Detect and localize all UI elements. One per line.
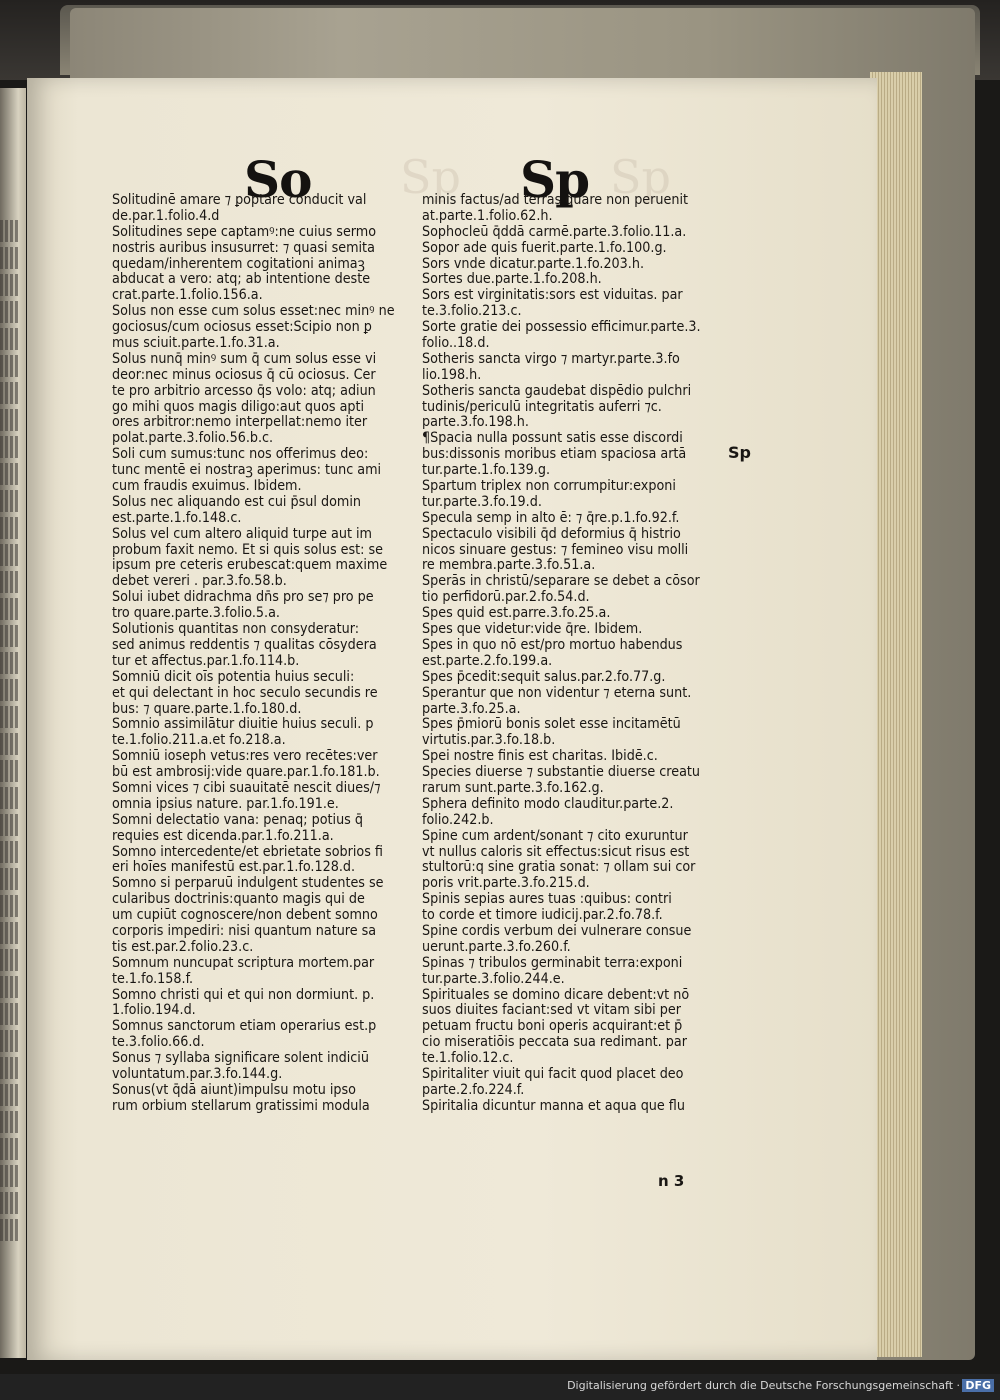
index-line: sed animus reddentis ⁊ qualitas cōsydera [112, 637, 377, 653]
index-line: folio..18.d. [422, 336, 490, 352]
index-line: Sophocleū q̄ddā carmē.parte.3.folio.11.a. [422, 224, 687, 240]
index-line: omnia ipsius nature. par.1.fo.191.e. [112, 796, 339, 812]
facing-page-text-fragment [0, 220, 24, 1270]
index-line: Somno intercedente/et ebrietate sobrios fi [112, 844, 383, 860]
margin-note: Sp [728, 443, 751, 462]
index-line: Spectaculo visibili q̄d deformius q̄ histrio [422, 526, 681, 542]
index-line: debet vereri . par.3.fo.58.b. [112, 574, 287, 590]
index-line: de.par.1.folio.4.d [112, 208, 220, 224]
index-line: Spinis sepias aures tuas :quibus: contri [422, 892, 672, 908]
index-line: requies est dicenda.par.1.fo.211.a. [112, 828, 334, 844]
index-line: Spine cordis verbum dei vulnerare consue [422, 923, 692, 939]
index-line: Sonus(vt q̄dā aiunt)impulsu motu ipso [112, 1082, 356, 1098]
index-line: parte.3.fo.198.h. [422, 415, 529, 431]
index-line: tur et affectus.par.1.fo.114.b. [112, 653, 300, 669]
index-line: probum faxit nemo. Et si quis solus est: se [112, 542, 384, 558]
index-line: Spirituales se domino dicare debent:vt nō [422, 987, 690, 1003]
index-line: Species diuerse ⁊ substantie diuerse creatu [422, 765, 700, 781]
index-line: cio miseratiōis peccata sua redimant. par [422, 1035, 687, 1051]
index-line: Sotheris sancta virgo ⁊ martyr.parte.3.fo [422, 351, 680, 367]
index-line: Somnum nuncupat scriptura mortem.par [112, 955, 375, 971]
index-line: Spinas ⁊ tribulos germinabit terra:exponi [422, 955, 683, 971]
signature-mark: n 3 [658, 1172, 685, 1190]
index-line: Spes que videtur:vide q̄re. Ibidem. [422, 622, 643, 638]
index-line: Specula semp in alto ē: ⁊ q̄re.p.1.fo.92.f. [422, 510, 680, 526]
index-line: tio perfidorū.par.2.fo.54.d. [422, 590, 590, 606]
index-line: Sperantur que non videntur ⁊ eterna sunt. [422, 685, 692, 701]
index-line: Sorte gratie dei possessio efficimur.parte.3. [422, 320, 701, 336]
index-line: te.3.folio.213.c. [422, 304, 522, 320]
index-line: Spes quid est.parre.3.fo.25.a. [422, 606, 611, 622]
index-line: go mihi quos magis diligo:aut quos apti [112, 399, 365, 415]
index-line: bus:dissonis moribus etiam spaciosa artā [422, 447, 687, 463]
index-line: quedam/inherentem cogitationi animaꝫ [112, 256, 365, 272]
index-line: tur.parte.1.fo.139.g. [422, 463, 551, 479]
index-line: cularibus doctrinis:quanto magis qui de [112, 892, 365, 908]
index-line: vt nullus caloris sit effectus:sicut risus est [422, 844, 690, 860]
dfg-logo: DFG [962, 1379, 994, 1392]
index-line: poris vrit.parte.3.fo.215.d. [422, 876, 590, 892]
index-line: parte.2.fo.224.f. [422, 1082, 525, 1098]
index-line: Somno christi qui et qui non dormiunt. p. [112, 987, 375, 1003]
index-line: Spartum triplex non corrumpitur:exponi [422, 479, 676, 495]
index-line: Sperās in christū/separare se debet a cōsor [422, 574, 700, 590]
index-line: petuam fructu boni operis acquirant:et p̄ [422, 1019, 683, 1035]
index-line: Spei nostre finis est charitas. Ibidē.c. [422, 749, 658, 765]
index-line: bus: ⁊ quare.parte.1.fo.180.d. [112, 701, 302, 717]
index-line: cum fraudis exuimus. Ibidem. [112, 479, 302, 495]
index-line: Spine cum ardent/sonant ⁊ cito exuruntur [422, 828, 688, 844]
index-line: Spes p̄cedit:sequit salus.par.2.fo.77.g. [422, 669, 666, 685]
index-line: Sotheris sancta gaudebat dispēdio pulchri [422, 383, 692, 399]
index-line: lio.198.h. [422, 367, 482, 383]
index-line: te.3.folio.66.d. [112, 1035, 205, 1051]
index-line: gociosus/cum ociosus esset:Scipio non ꝑ [112, 320, 372, 336]
index-line: ores arbitror:nemo interpellat:nemo iter [112, 415, 368, 431]
index-line: um cupiūt cognoscere/non debent somno [112, 908, 378, 924]
index-line: Sortes due.parte.1.fo.208.h. [422, 272, 602, 288]
index-line: tur.parte.3.fo.19.d. [422, 494, 542, 510]
index-line: Somni delectatio vana: penaq; potius q̄ [112, 812, 363, 828]
index-line: Solui iubet didrachma dn̄s pro se⁊ pro pe [112, 590, 374, 606]
index-line: te.1.fo.158.f. [112, 971, 194, 987]
index-line: Solus nunq̄ minꝰ sum q̄ cum solus esse vi [112, 351, 377, 367]
headword-left: So [244, 150, 312, 209]
footer-credit: Digitalisierung gefördert durch die Deutsche Forschungsgemeinschaft · [567, 1379, 960, 1392]
index-line: re membra.parte.3.fo.51.a. [422, 558, 596, 574]
index-line: at.parte.1.folio.62.h. [422, 208, 553, 224]
footer-bar [0, 1374, 1000, 1400]
index-line: tro quare.parte.3.folio.5.a. [112, 606, 280, 622]
index-line: Somnus sanctorum etiam operarius est.p [112, 1019, 377, 1035]
index-line: suos diuites faciant:sed vt vitam sibi per [422, 1003, 681, 1019]
index-line: Sors vnde dicatur.parte.1.fo.203.h. [422, 256, 644, 272]
index-line: ¶Spacia nulla possunt satis esse discordi [422, 431, 683, 447]
index-line: Somniū ioseph vetus:res vero recētes:ver [112, 749, 378, 765]
index-line: folio.242.b. [422, 812, 494, 828]
index-line: Sonus ⁊ syllaba significare solent indiciū [112, 1051, 369, 1067]
index-line: voluntatum.par.3.fo.144.g. [112, 1066, 283, 1082]
index-line: Spes p̄miorū bonis solet esse incitamētū [422, 717, 681, 733]
index-line: tis est.par.2.folio.23.c. [112, 939, 254, 955]
index-line: stultorū:q sine gratia sonat: ⁊ ollam sui cor [422, 860, 696, 876]
index-line: rarum sunt.parte.3.fo.162.g. [422, 780, 604, 796]
index-line: est.parte.1.fo.148.c. [112, 510, 242, 526]
index-line: est.parte.2.fo.199.a. [422, 653, 553, 669]
index-line: parte.3.fo.25.a. [422, 701, 521, 717]
index-line: te pro arbitrio arcesso q̄s volo: atq; adiun [112, 383, 376, 399]
index-line: tunc mentē ei nostraꝫ aperimus: tunc ami [112, 463, 382, 479]
index-line: rum orbium stellarum gratissimi modula [112, 1098, 370, 1114]
index-line: Soli cum sumus:tunc nos offerimus deo: [112, 447, 369, 463]
index-line: ipsum pre ceteris erubescat:quem maxime [112, 558, 388, 574]
right-column [422, 193, 722, 1115]
index-line: Solus vel cum altero aliquid turpe aut im [112, 526, 372, 542]
index-line: Somni vices ⁊ cibi suauitatē nescit diues/⁊ [112, 780, 381, 796]
index-line: Sors est virginitatis:sors est viduitas. par [422, 288, 683, 304]
index-line: minis factus/ad terras quare non peruenit [422, 193, 688, 208]
index-line: Solus nec aliquando est cui p̄sul domin [112, 494, 361, 510]
index-line: Somno si perparuū indulgent studentes se [112, 876, 384, 892]
show-through-text: Sp [400, 150, 461, 204]
index-line: Somniū dicit oīs potentia huius seculi: [112, 669, 355, 685]
index-line: Somnio assimilātur diuitie huius seculi. p [112, 717, 374, 733]
index-line: uerunt.parte.3.fo.260.f. [422, 939, 571, 955]
index-line: Sopor ade quis fuerit.parte.1.fo.100.g. [422, 240, 667, 256]
index-line: eri hoīes manifestū est.par.1.fo.128.d. [112, 860, 356, 876]
index-line: et qui delectant in hoc seculo secundis re [112, 685, 378, 701]
index-line: deor:nec minus ociosus q̄ cū ociosus. Cer [112, 367, 376, 383]
index-line: corporis impediri: nisi quantum nature sa [112, 923, 377, 939]
index-line: Spes in quo nō est/pro mortuo habendus [422, 637, 683, 653]
page-edges [870, 72, 922, 1357]
headword-right: Sp [520, 150, 590, 209]
index-line: mus sciuit.parte.1.fo.31.a. [112, 336, 280, 352]
index-line: crat.parte.1.folio.156.a. [112, 288, 263, 304]
index-line: to corde et timore iudicij.par.2.fo.78.f. [422, 908, 663, 924]
index-line: Spiritaliter viuit qui facit quod placet deo [422, 1066, 684, 1082]
index-line: bū est ambrosij:vide quare.par.1.fo.181.b. [112, 765, 380, 781]
index-line: Solutionis quantitas non consyderatur: [112, 622, 360, 638]
index-line: abducat a vero: atq; ab intentione deste [112, 272, 371, 288]
index-line: virtutis.par.3.fo.18.b. [422, 733, 556, 749]
index-line: Solus non esse cum solus esset:nec minꝰ ne [112, 304, 395, 320]
index-line: te.1.folio.12.c. [422, 1051, 514, 1067]
index-line: nicos sinuare gestus: ⁊ femineo visu molli [422, 542, 689, 558]
index-line: Solitudines sepe captamꝰ:ne cuius sermo [112, 224, 377, 240]
index-line: tudinis/periculū integritatis auferri ⁊c. [422, 399, 662, 415]
index-line: 1.folio.194.d. [112, 1003, 196, 1019]
index-line: Solitudinē amare ⁊ ꝑoptare conducit val [112, 193, 367, 208]
show-through-text: Sp [610, 150, 671, 204]
index-line: Spiritalia dicuntur manna et aqua que flu [422, 1098, 685, 1114]
index-line: te.1.folio.211.a.et fo.218.a. [112, 733, 286, 749]
left-column [112, 193, 412, 1115]
index-line: Sphera definito modo clauditur.parte.2. [422, 796, 674, 812]
index-line: polat.parte.3.folio.56.b.c. [112, 431, 274, 447]
index-line: nostris auribus insusurret: ⁊ quasi semita [112, 240, 375, 256]
index-line: tur.parte.3.folio.244.e. [422, 971, 565, 987]
